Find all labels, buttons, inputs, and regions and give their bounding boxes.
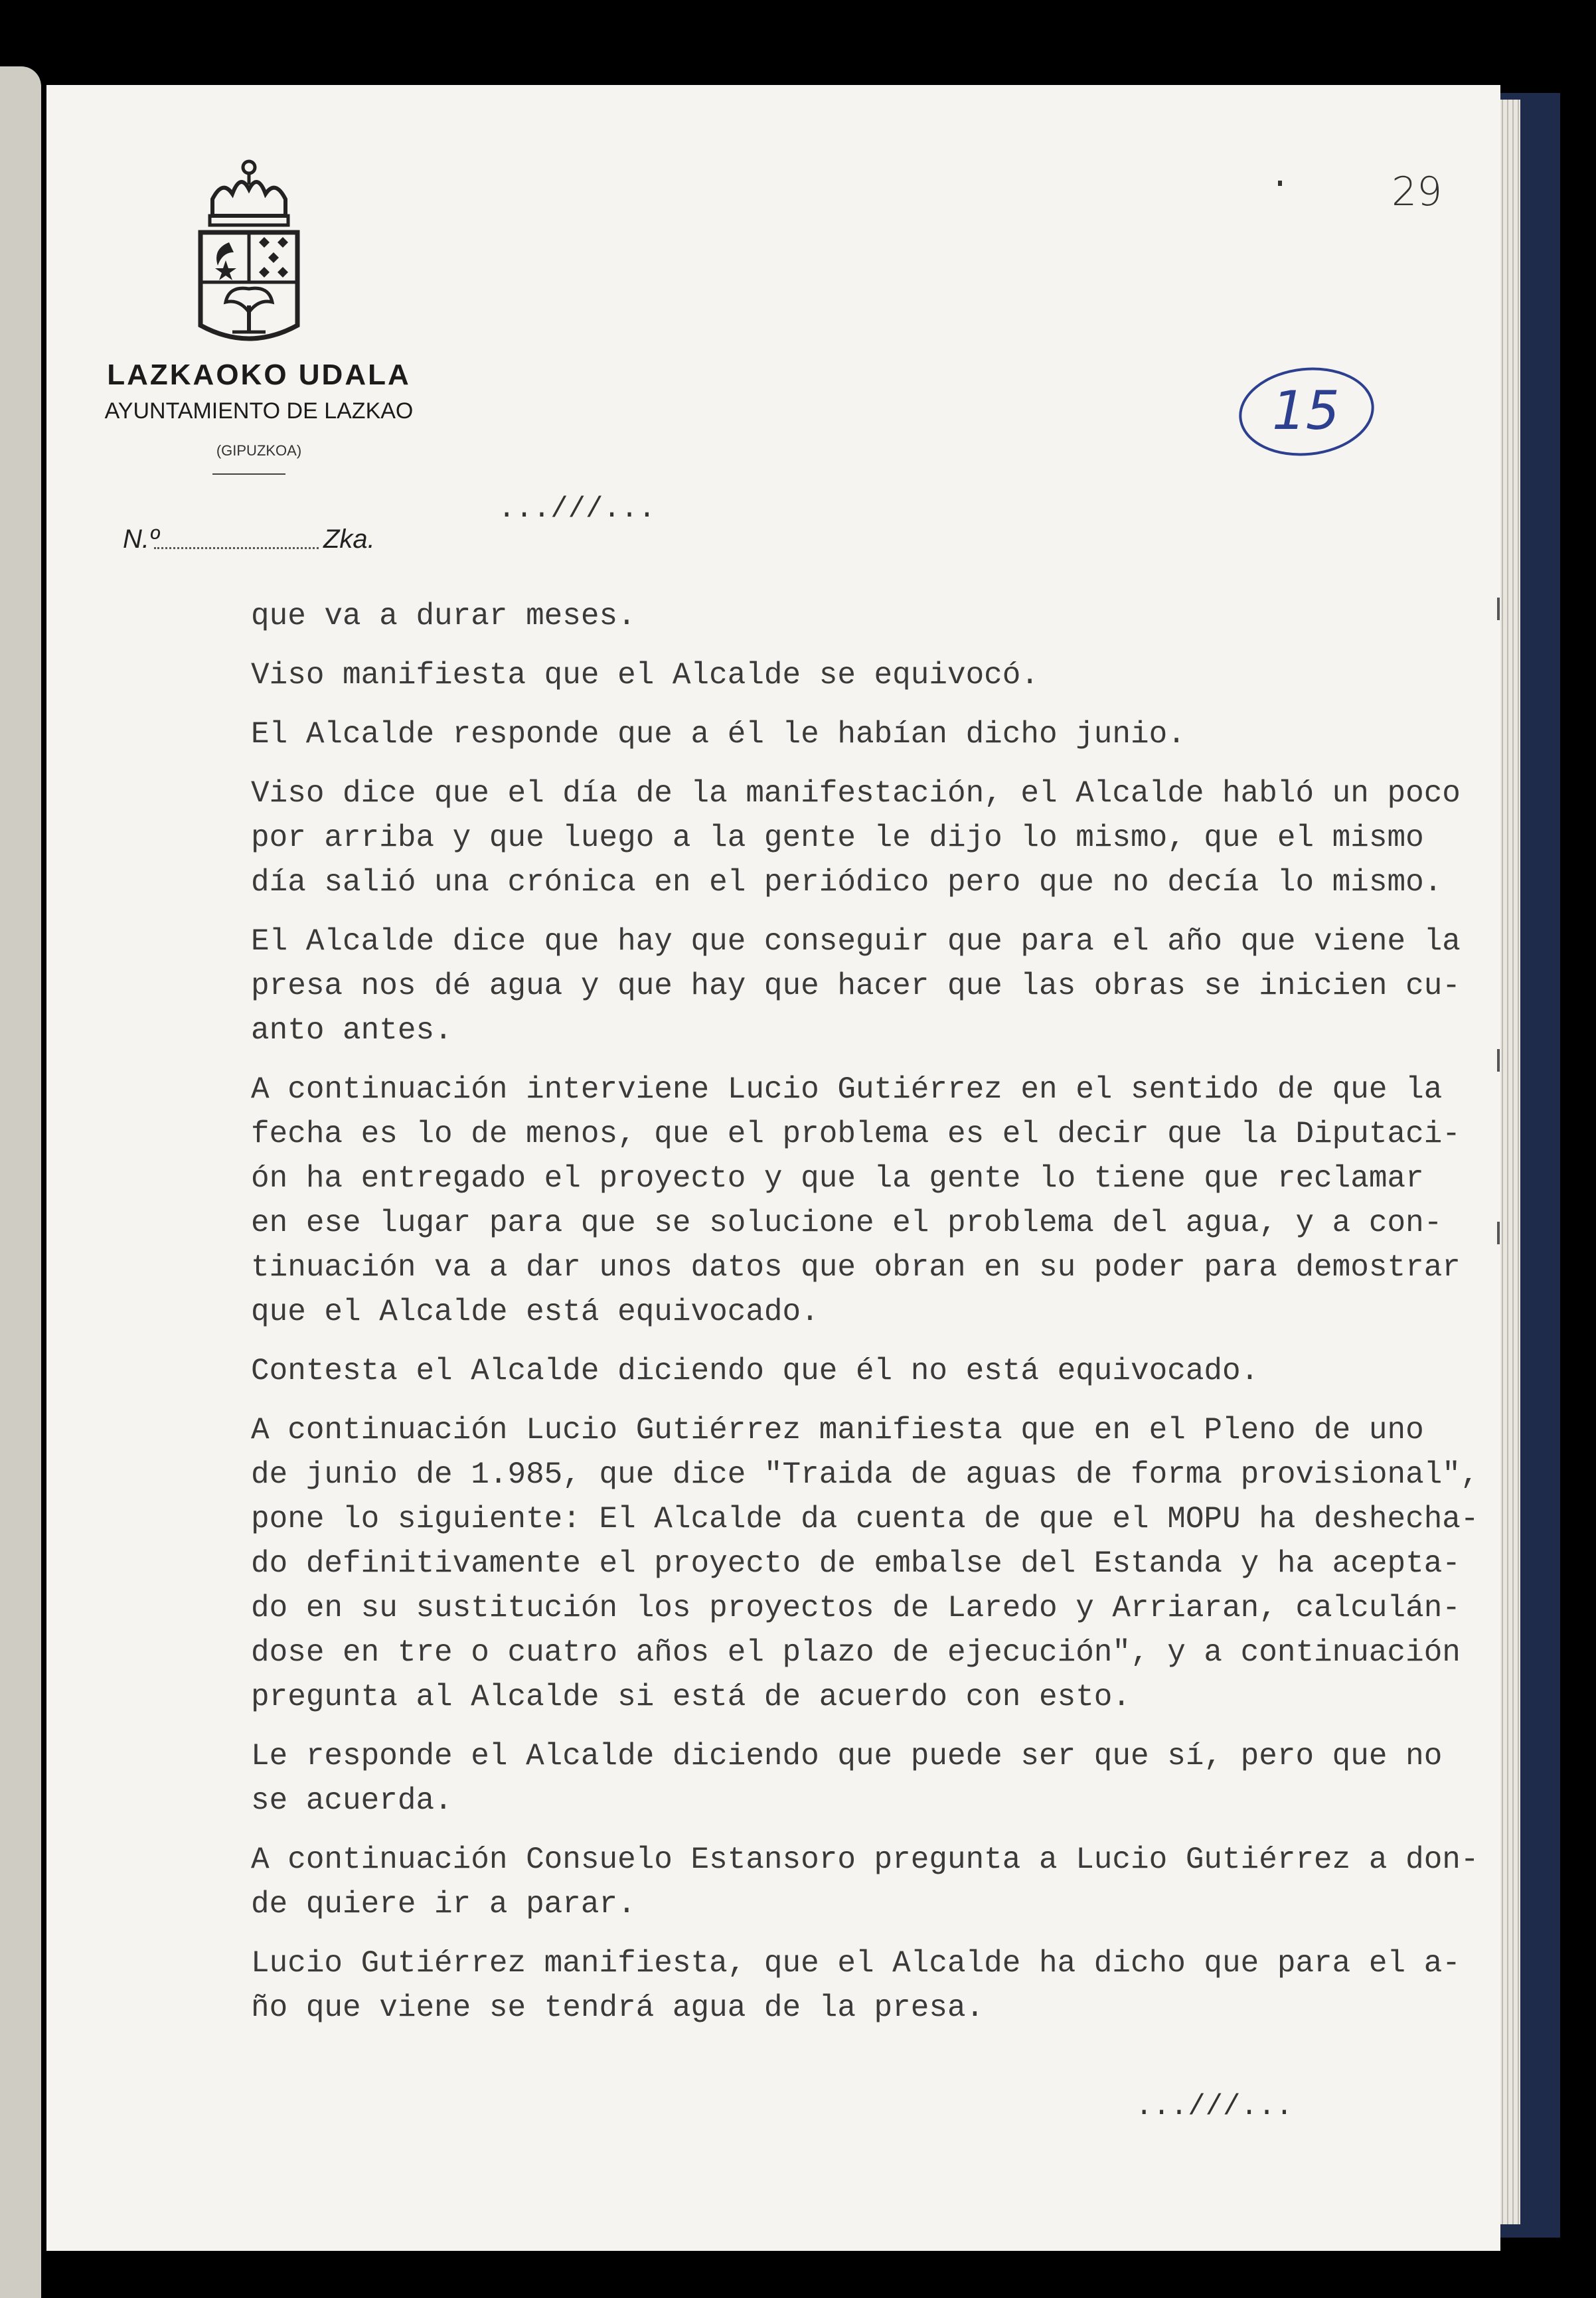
- page-number: 29: [1392, 169, 1443, 215]
- number-field-dots: [154, 547, 319, 549]
- margin-mark: [1497, 1222, 1500, 1244]
- town-name: LAZKAOKO UDALA: [107, 359, 411, 391]
- ink-dot: [1278, 181, 1282, 186]
- continuation-mark-bottom: ...///...: [1135, 2090, 1293, 2123]
- paragraph: El Alcalde responde que a él le habían dicho junio.: [251, 717, 1186, 752]
- paragraph: Contesta el Alcalde diciendo que él no está equivocado.: [251, 1354, 1259, 1388]
- paragraph: Viso dice que el día de la manifestación, el Alcalde habló un poco por arriba y que luego a la gente le dijo lo mismo, que el mismo día salió una crónica en el periódico pero que no decía lo mismo.: [251, 776, 1461, 900]
- paragraph: Lucio Gutiérrez manifiesta, que el Alcalde ha dicho que para el a- ño que viene se tendrá agua de la presa.: [251, 1946, 1461, 2025]
- divider: [212, 473, 285, 475]
- folio-mark: [1234, 363, 1380, 461]
- facing-page-edge: [0, 66, 41, 2298]
- paragraph: El Alcalde dice que hay que conseguir que para el año que viene la presa nos dé agua y que hay que hacer que las obras se inicien cu- anto antes.: [251, 924, 1461, 1048]
- margin-mark: [1497, 598, 1500, 620]
- continuation-mark-top: ...///...: [498, 493, 656, 526]
- town-name-spanish: AYUNTAMIENTO DE LAZKAO: [104, 398, 414, 424]
- coat-of-arms-icon: [193, 153, 305, 345]
- paragraph: que va a durar meses.: [251, 599, 636, 633]
- minutes-body: [251, 594, 1479, 2045]
- province-label: (GIPUZKOA): [216, 442, 302, 459]
- number-label: N.º: [123, 525, 159, 554]
- paragraph: A continuación Consuelo Estansoro pregunta a Lucio Gutiérrez a don- de quiere ir a parar.: [251, 1843, 1479, 1922]
- paragraph: A continuación interviene Lucio Gutiérrez en el sentido de que la fecha es lo de menos, que el problema es el decir que la Diputaci- ón ha entregado el proyecto y que la gente lo tiene que reclamar en ese lugar para que se solucione el problema del agua, y a con- tinuación va a dar unos datos que obran en su poder para demostrar que el Alcalde está equivocado.: [251, 1072, 1461, 1329]
- paragraph: Viso manifiesta que el Alcalde se equivocó.: [251, 658, 1039, 693]
- margin-mark: [1497, 1049, 1500, 1072]
- paragraph: A continuación Lucio Gutiérrez manifiesta que en el Pleno de uno de junio de 1.985, que dice "Traida de aguas de forma provisional", pone lo siguiente: El Alcalde da cuenta de que el MOPU ha deshecha- do definitivamente el proyecto de embalse del Estanda y ha acepta- do en su sustitución los proyectos de Laredo y Arriaran, calculán- dose en tre o cuatro años el plazo de ejecución", y a continuación pregunta al Alcalde si está de acuerdo con esto.: [251, 1413, 1479, 1714]
- zka-label: Zka.: [323, 525, 375, 554]
- folio-number: 15: [1272, 380, 1340, 442]
- paragraph: Le responde el Alcalde diciendo que puede ser que sí, pero que no se acuerda.: [251, 1739, 1443, 1818]
